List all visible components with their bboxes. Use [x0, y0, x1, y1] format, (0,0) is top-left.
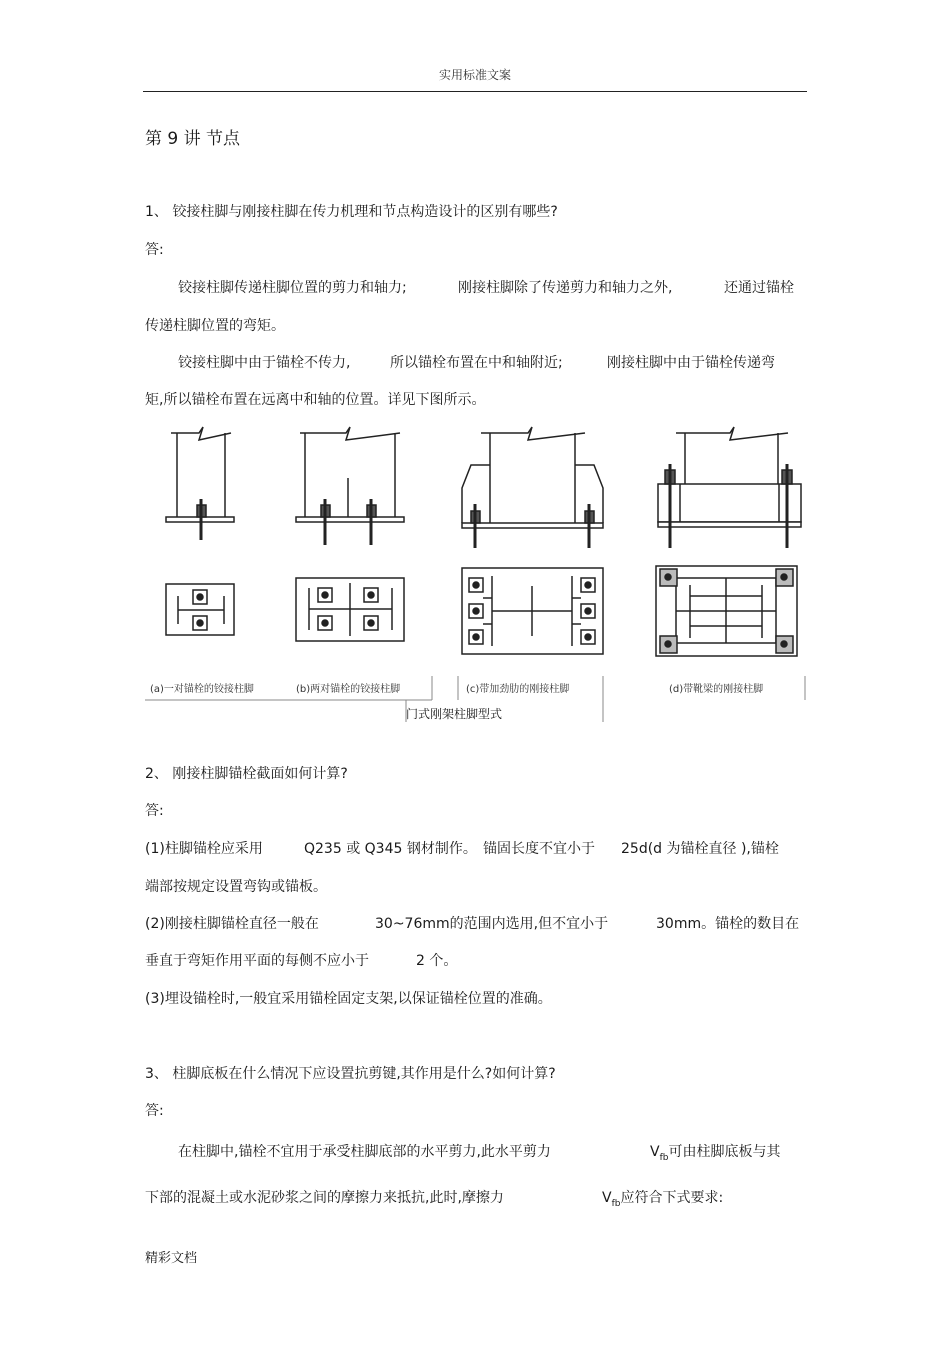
- column-c-plan: [462, 568, 603, 654]
- q1-text-1b: 刚接柱脚除了传递剪力和轴力之外,: [458, 280, 673, 296]
- figure-title: 门式刚架柱脚型式: [406, 707, 503, 721]
- q2-line-3a: (2)刚接柱脚锚栓直径一般在: [145, 916, 319, 932]
- column-b-elevation: [296, 427, 404, 545]
- answer-label-2: 答:: [145, 803, 164, 819]
- q1-text-2b: 所以锚栓布置在中和轴附近;: [390, 355, 563, 371]
- question-3: 3、 柱脚底板在什么情况下应设置抗剪键,其作用是什么?如何计算?: [145, 1066, 556, 1082]
- page-header: 实用标准文案: [438, 68, 511, 82]
- q1-text-2a: 铰接柱脚中由于锚栓不传力,: [178, 355, 351, 371]
- caption-d: (d)带靴梁的刚接柱脚: [669, 684, 764, 695]
- q2-line-5: (3)埋设锚栓时,一般宜采用锚栓固定支架,以保证锚栓位置的准确。: [145, 991, 552, 1007]
- caption-c: (c)带加劲肋的刚接柱脚: [466, 684, 570, 695]
- q1-text-1c: 还通过锚栓: [724, 280, 794, 296]
- page-footer: 精彩文档: [145, 1251, 198, 1266]
- lecture-title: 第 9 讲 节点: [145, 129, 241, 149]
- column-a-plan: [166, 584, 234, 635]
- q2-line-3b: 30~76mm的范围内选用,但不宜小于: [375, 916, 609, 932]
- caption-b: (b)两对锚栓的铰接柱脚: [296, 684, 401, 695]
- q2-line-1d: 25d(d 为锚栓直径 ),锚栓: [621, 841, 779, 857]
- q3-line-2b: $V_{fb}$应符合下式要求:: [602, 1190, 724, 1209]
- q2-line-4b: 2 个。: [416, 953, 458, 969]
- question-1: 1、 铰接柱脚与刚接柱脚在传力机理和节点构造设计的区别有哪些?: [145, 204, 558, 220]
- column-c-elevation: [462, 427, 603, 548]
- q2-line-3c: 30mm。锚栓的数目在: [656, 916, 800, 932]
- q2-line-1a: (1)柱脚锚栓应采用: [145, 841, 263, 857]
- q3-line-1b: $V_{fb}$可由柱脚底板与其: [650, 1144, 781, 1163]
- q3-line-1a: 在柱脚中,锚栓不宜用于承受柱脚底部的水平剪力,此水平剪力: [178, 1144, 551, 1160]
- q1-text-1d: 传递柱脚位置的弯矩。: [145, 318, 285, 334]
- q3-line-2a: 下部的混凝土或水泥砂浆之间的摩擦力来抵抗,此时,摩擦力: [145, 1190, 504, 1206]
- q1-text-2d: 矩,所以锚栓布置在远离中和轴的位置。详见下图所示。: [145, 392, 486, 408]
- q2-line-1c: 锚固长度不宜小于: [483, 841, 595, 857]
- q2-line-1b: Q235 或 Q345 钢材制作。: [304, 841, 477, 857]
- q1-text-1a: 铰接柱脚传递柱脚位置的剪力和轴力;: [178, 280, 407, 296]
- q1-text-2c: 刚接柱脚中由于锚栓传递弯: [607, 355, 775, 371]
- q2-line-2: 端部按规定设置弯钩或锚板。: [145, 879, 327, 895]
- caption-a: (a)一对锚栓的铰接柱脚: [150, 684, 254, 695]
- column-d-plan: [656, 566, 797, 656]
- q2-line-4a: 垂直于弯矩作用平面的每侧不应小于: [145, 953, 369, 969]
- answer-label-3: 答:: [145, 1103, 164, 1119]
- question-2: 2、 刚接柱脚锚栓截面如何计算?: [145, 766, 348, 782]
- answer-label-1: 答:: [145, 242, 164, 258]
- column-d-elevation: [658, 427, 801, 548]
- column-b-plan: [296, 578, 404, 641]
- column-a-elevation: [166, 427, 234, 540]
